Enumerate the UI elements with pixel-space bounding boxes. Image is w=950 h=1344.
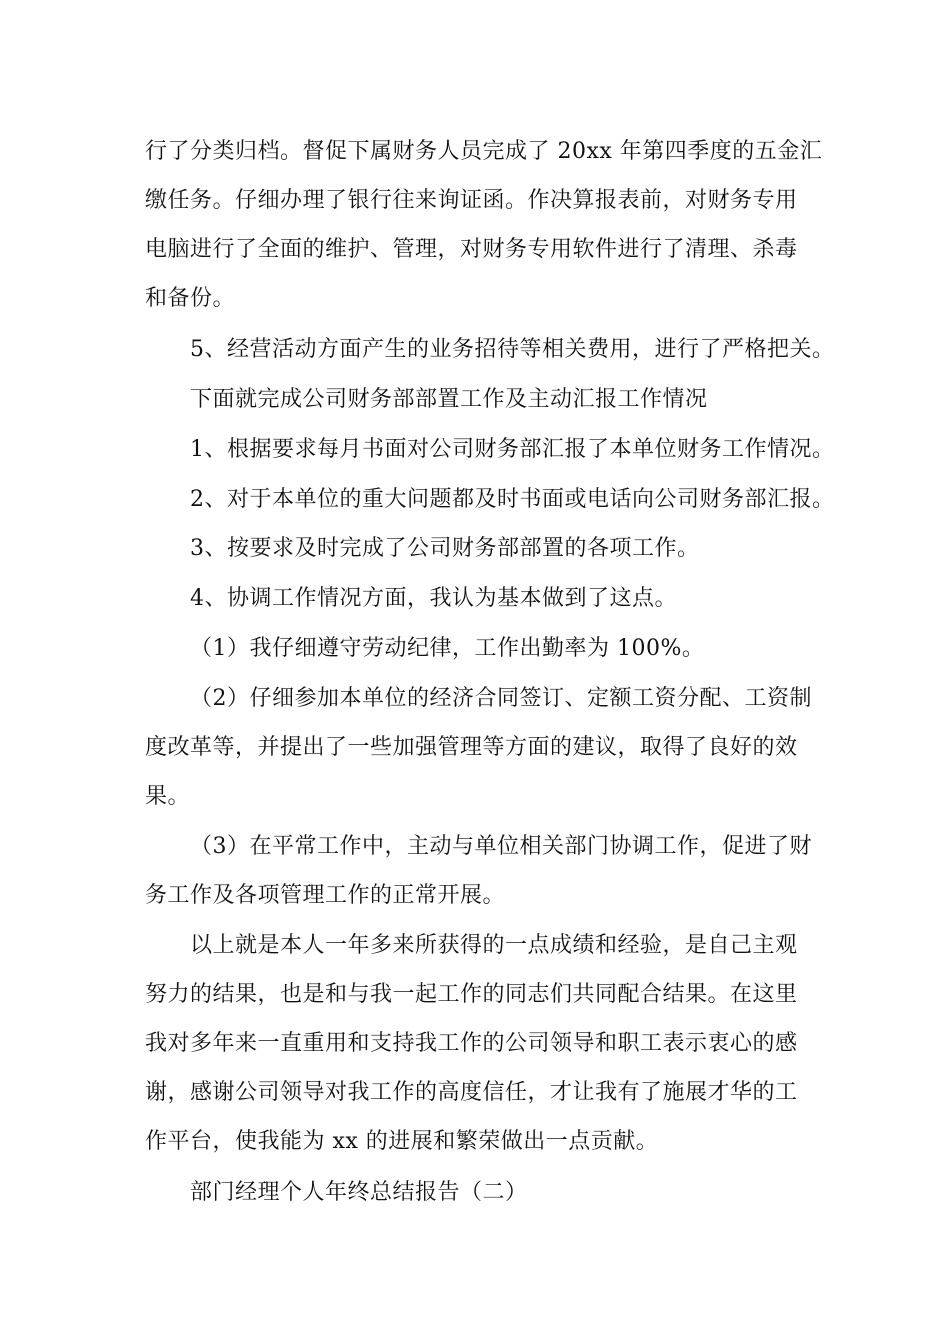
text-line: 4、协调工作情况方面，我认为基本做到了这点。 [190,586,677,611]
text-line: （1）我仔细遵守劳动纪律，工作出勤率为 100%。 [190,636,705,661]
text-line: （3）在平常工作中，主动与单位相关部门协调工作，促进了财 [190,834,812,859]
text-line: 谢，感谢公司领导对我工作的高度信任，才让我有了施展才华的工 [145,1080,798,1105]
text-line: 和备份。 [145,286,236,311]
text-line: （2）仔细参加本单位的经济合同签订、定额工资分配、工资制 [190,686,812,711]
text-line: 5、经营活动方面产生的业务招待等相关费用，进行了严格把关。 [190,337,835,362]
section-heading: 部门经理个人年终总结报告（二） [190,1180,528,1205]
text-line: 度改革等，并提出了一些加强管理等方面的建议，取得了良好的效 [145,735,798,760]
text-line: 我对多年来一直重用和支持我工作的公司领导和职工表示衷心的感 [145,1031,798,1056]
text-line: 果。 [145,784,191,809]
text-line: 以上就是本人一年多来所获得的一点成绩和经验，是自己主观 [190,933,798,958]
text-line: 行了分类归档。督促下属财务人员完成了 20xx 年第四季度的五金汇 [145,139,823,164]
text-line: 努力的结果，也是和与我一起工作的同志们共同配合结果。在这里 [145,982,798,1007]
text-line: 下面就完成公司财务部部置工作及主动汇报工作情况 [190,387,708,412]
text-line: 2、对于本单位的重大问题都及时书面或电话向公司财务部汇报。 [190,487,835,512]
text-line: 缴任务。仔细办理了银行往来询证函。作决算报表前，对财务专用 [145,188,798,213]
text-line: 作平台，使我能为 xx 的进展和繁荣做出一点贡献。 [145,1129,659,1154]
text-line: 电脑进行了全面的维护、管理，对财务专用软件进行了清理、杀毒 [145,237,798,262]
text-line: 1、根据要求每月书面对公司财务部汇报了本单位财务工作情况。 [190,437,835,462]
text-line: 务工作及各项管理工作的正常开展。 [145,883,506,908]
text-line: 3、按要求及时完成了公司财务部部置的各项工作。 [190,536,700,561]
